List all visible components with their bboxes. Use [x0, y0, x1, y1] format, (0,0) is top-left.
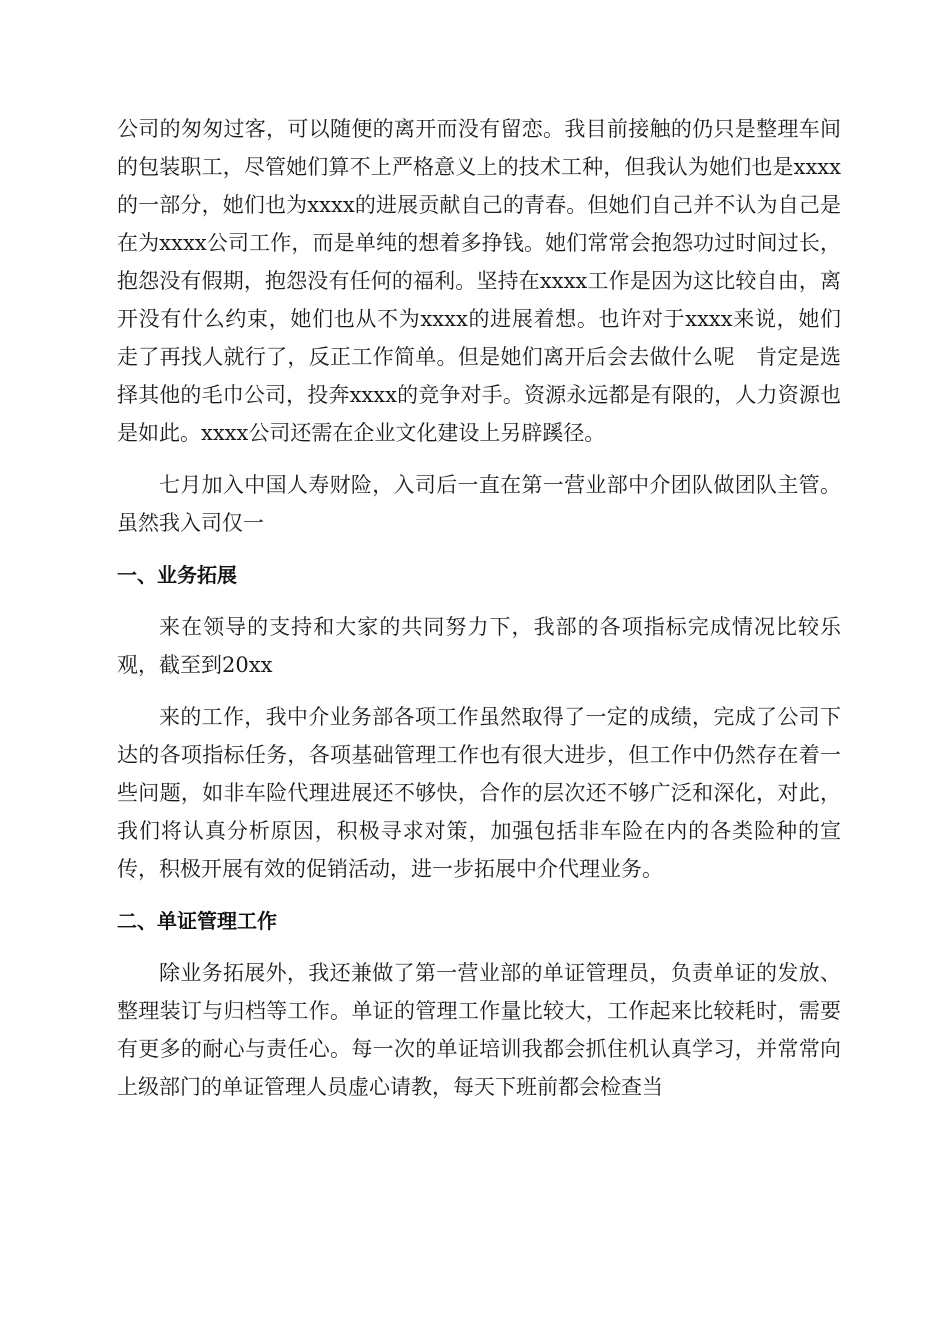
document-body: [117, 110, 841, 1120]
section-heading-documents: 二、单证管理工作: [117, 909, 277, 933]
section-heading-business: 一、业务拓展: [117, 563, 237, 587]
paragraph-business-issues: 来的工作，我中介业务部各项工作虽然取得了一定的成绩，完成了公司下达的各项指标任务，各项基础管理工作也有很大进步，但工作中仍然存在着一些问题，如非车险代理进展还不够快，合作的层次还不够广泛和深化，对此，我们将认真分析原因，积极寻求对策，加强包括非车险在内的各类险种的宣传，积极开展有效的促销活动，进一步拓展中介代理业务。: [117, 705, 841, 881]
paragraph-business-results: 来在领导的支持和大家的共同努力下，我部的各项指标完成情况比较乐观，截至到20xx: [117, 615, 841, 677]
paragraph-intro: 公司的匆匆过客，可以随便的离开而没有留恋。我目前接触的仍只是整理车间的包装职工，尽管她们算不上严格意义上的技术工种，但我认为她们也是xxxx的一部分，她们也为xxxx的进展贡献自己的青春。但她们自己并不认为自己是在为xxxx公司工作，而是单纯的想着多挣钱。她们常常会抱怨功过时间过长，抱怨没有假期，抱怨没有任何的福利。坚持在xxxx工作是因为这比较自由，离开没有什么约束，她们也从不为xxxx的进展着想。也许对于xxxx来说，她们走了再找人就行了，反正工作简单。但是她们离开后会去做什么呢 肯定是选择其他的毛巾公司，投奔xxxx的竞争对手。资源永远都是有限的，人力资源也是如此。xxxx公司还需在企业文化建设上另辟蹊径。: [117, 117, 841, 445]
paragraph-joining: 七月加入中国人寿财险，入司后一直在第一营业部中介团队做团队主管。虽然我入司仅一: [117, 473, 841, 535]
paragraph-document-management: 除业务拓展外，我还兼做了第一营业部的单证管理员，负责单证的发放、整理装订与归档等工作。单证的管理工作量比较大，工作起来比较耗时，需要有更多的耐心与责任心。每一次的单证培训我都会抓住机认真学习，并常常向上级部门的单证管理人员虚心请教，每天下班前都会检查当: [117, 961, 841, 1099]
